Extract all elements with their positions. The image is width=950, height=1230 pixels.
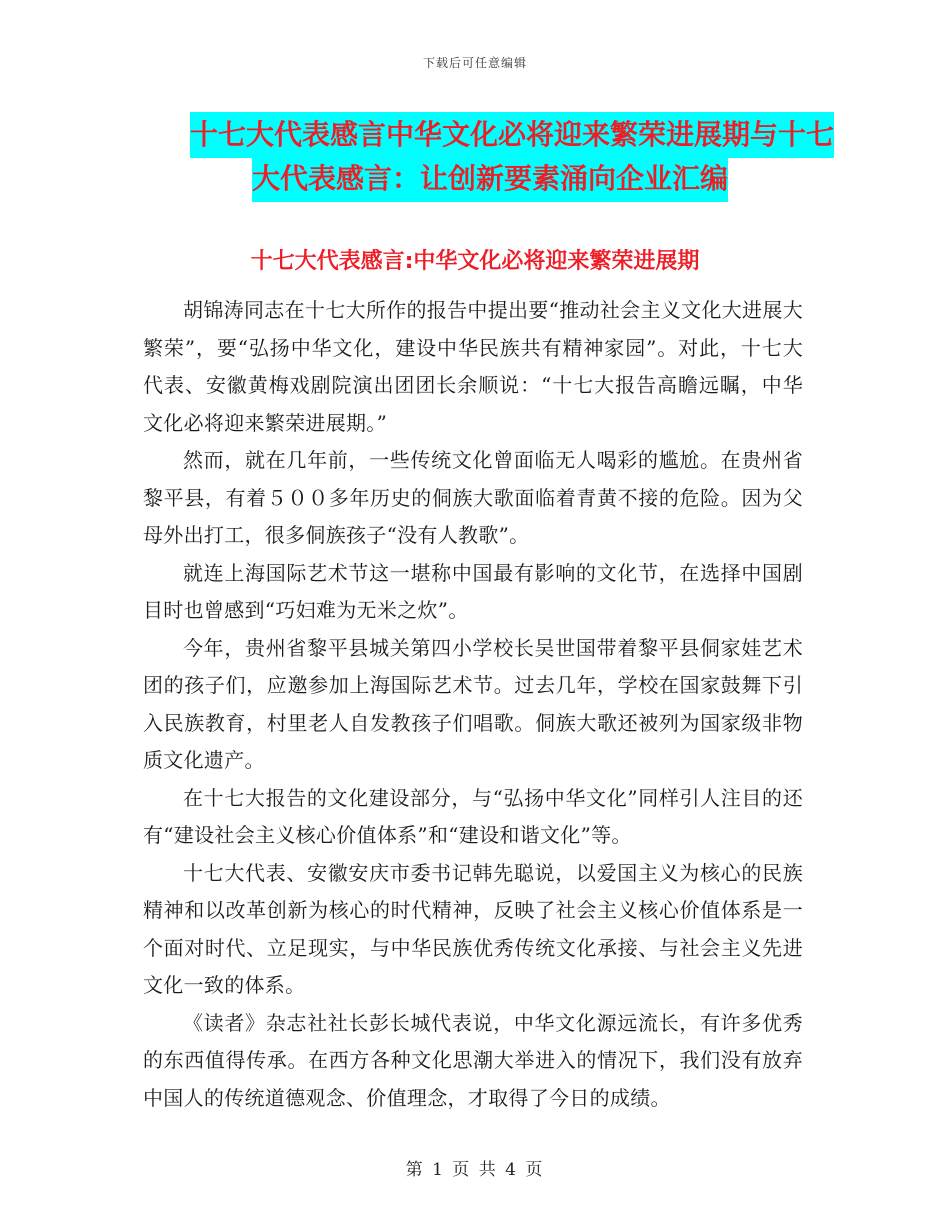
paragraph: 就连上海国际艺术节这一堪称中国最有影响的文化节，在选择中国剧目时也曾感到“巧妇难为无米之炊”。 (143, 560, 803, 622)
page-number: 第 1 页 共 4 页 (405, 1160, 545, 1180)
article-body (143, 292, 803, 1117)
paragraph: 《读者》杂志社社长彭长城代表说，中华文化源远流长，有许多优秀的东西值得传承。在西方各种文化思潮大举进入的情况下，我们没有放弃中国人的传统道德观念、价值理念，才取得了今日的成绩。 (143, 1010, 803, 1110)
paragraph: 在十七大报告的文化建设部分，与“弘扬中华文化”同样引人注目的还有“建设社会主义核心价值体系”和“建设和谐文化”等。 (143, 785, 803, 847)
paragraph: 胡锦涛同志在十七大所作的报告中提出要“推动社会主义文化大进展大繁荣”，要“弘扬中华文化，建设中华民族共有精神家园”。对此，十七大代表、安徽黄梅戏剧院演出团团长余顺说：“十七大报告高瞻远瞩，中华文化必将迎来繁荣进展期。” (143, 298, 803, 435)
title-line-2: 大代表感言：让创新要素涌向企业汇编 (252, 156, 728, 202)
header-note: 下载后可任意编辑 (422, 56, 527, 70)
paragraph: 今年，贵州省黎平县城关第四小学校长吴世国带着黎平县侗家娃艺术团的孩子们，应邀参加上海国际艺术节。过去几年，学校在国家鼓舞下引入民族教育，村里老人自发教孩子们唱歌。侗族大歌还被列为国家级非物质文化遗产。 (143, 635, 803, 772)
section-heading: 十七大代表感言:中华文化必将迎来繁荣进展期 (250, 249, 700, 274)
title-line-1: 十七大代表感言中华文化必将迎来繁荣进展期与十七 (190, 112, 834, 158)
paragraph: 十七大代表、安徽安庆市委书记韩先聪说，以爱国主义为核心的民族精神和以改革创新为核心的时代精神，反映了社会主义核心价值体系是一个面对时代、立足现实，与中华民族优秀传统文化承接、与社会主义先进文化一致的体系。 (143, 860, 803, 997)
paragraph: 然而，就在几年前，一些传统文化曾面临无人喝彩的尴尬。在贵州省黎平县，有着５００多年历史的侗族大歌面临着青黄不接的危险。因为父母外出打工，很多侗族孩子“没有人教歌”。 (143, 448, 803, 547)
